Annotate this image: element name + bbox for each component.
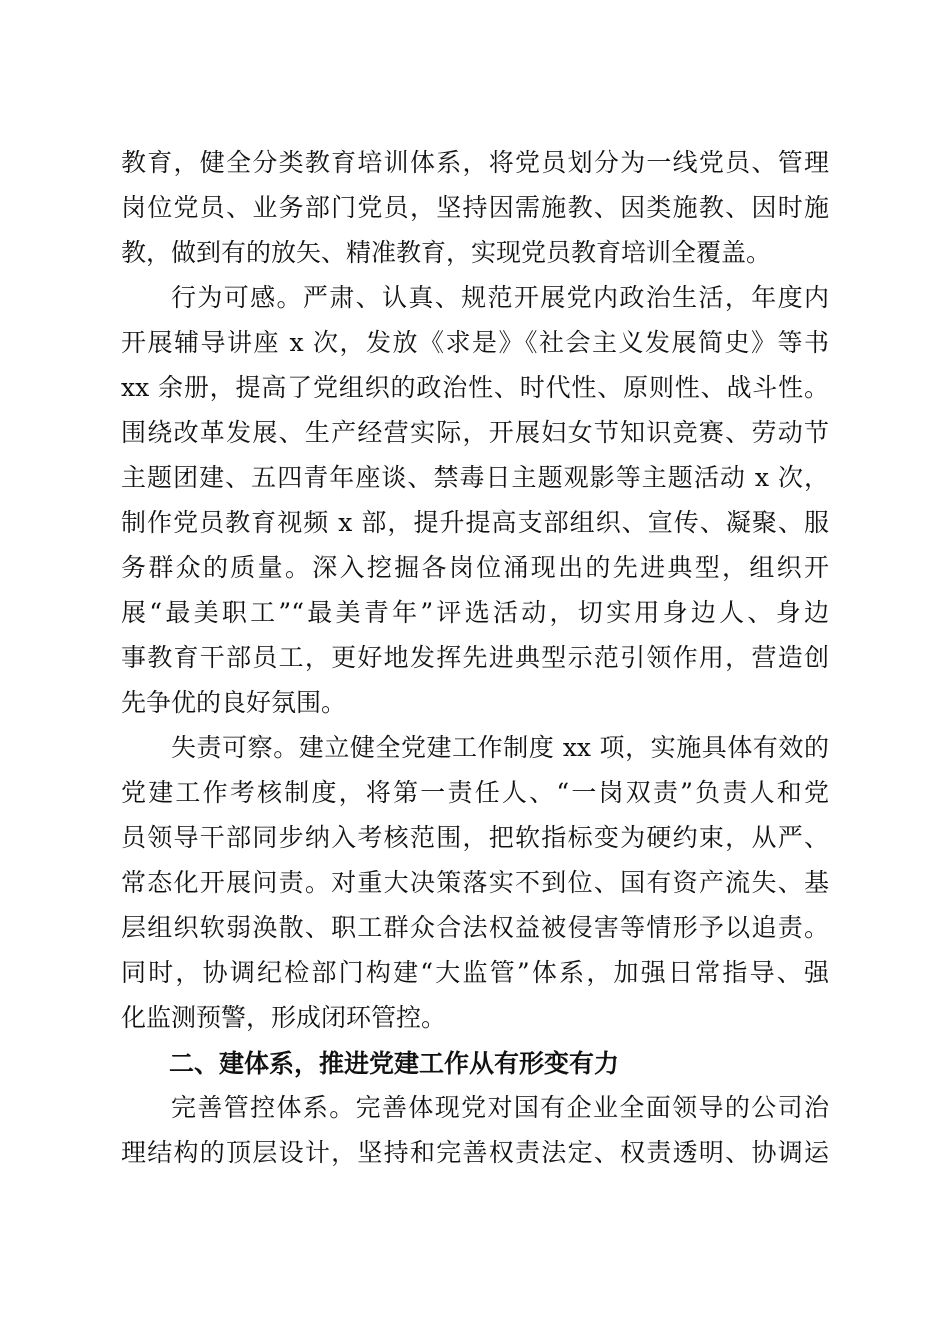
text-line: 务群众的质量。深入挖掘各岗位涌现出的先进典型，组织开 [121,553,829,582]
text-line: 完善管控体系。完善体现党对国有企业全面领导的公司治 [171,1093,829,1122]
text-line: 岗位党员、业务部门党员，坚持因需施教、因类施教、因时施 [121,193,829,222]
text-line: 行为可感。严肃、认真、规范开展党内政治生活，年度内 [171,283,829,312]
text-line: 常态化开展问责。对重大决策落实不到位、国有资产流失、基 [121,868,829,897]
text-line: 同时，协调纪检部门构建“大监管”体系，加强日常指导、强 [121,958,829,987]
text-line: 展“最美职工”“最美青年”评选活动，切实用身边人、身边 [121,598,829,627]
text-line: 党建工作考核制度，将第一责任人、“一岗双责”负责人和党 [121,778,829,807]
text-line: 事教育干部员工，更好地发挥先进典型示范引领作用，营造创 [121,643,829,672]
text-line: 化监测预警，形成闭环管控。 [121,1003,447,1032]
section-heading: 二、建体系，推进党建工作从有形变有力 [169,1049,620,1078]
text-line: 员领导干部同步纳入考核范围，把软指标变为硬约束，从严、 [121,823,829,852]
text-line: 开展辅导讲座 x 次，发放《求是》《社会主义发展简史》等书 [121,328,829,357]
text-line: 制作党员教育视频 x 部，提升提高支部组织、宣传、凝聚、服 [121,508,829,537]
paragraph-control-system [121,1085,829,1175]
paragraph-education-continued [121,140,829,275]
text-line: xx 余册，提高了党组织的政治性、时代性、原则性、战斗性。 [121,373,829,402]
document-body [121,140,829,1175]
paragraph-behavior [121,275,829,725]
text-line: 主题团建、五四青年座谈、禁毒日主题观影等主题活动 x 次， [121,463,829,492]
text-line: 围绕改革发展、生产经营实际，开展妇女节知识竞赛、劳动节 [121,418,829,447]
text-line: 失责可察。建立健全党建工作制度 xx 项，实施具体有效的 [171,733,829,762]
text-line: 教育，健全分类教育培训体系，将党员划分为一线党员、管理 [121,148,829,177]
text-line: 先争优的良好氛围。 [121,688,347,717]
text-line: 理结构的顶层设计，坚持和完善权责法定、权责透明、协调运 [121,1138,829,1167]
text-line: 教，做到有的放矢、精准教育，实现党员教育培训全覆盖。 [121,238,772,267]
paragraph-accountability [121,725,829,1040]
text-line: 层组织软弱涣散、职工群众合法权益被侵害等情形予以追责。 [121,913,829,942]
